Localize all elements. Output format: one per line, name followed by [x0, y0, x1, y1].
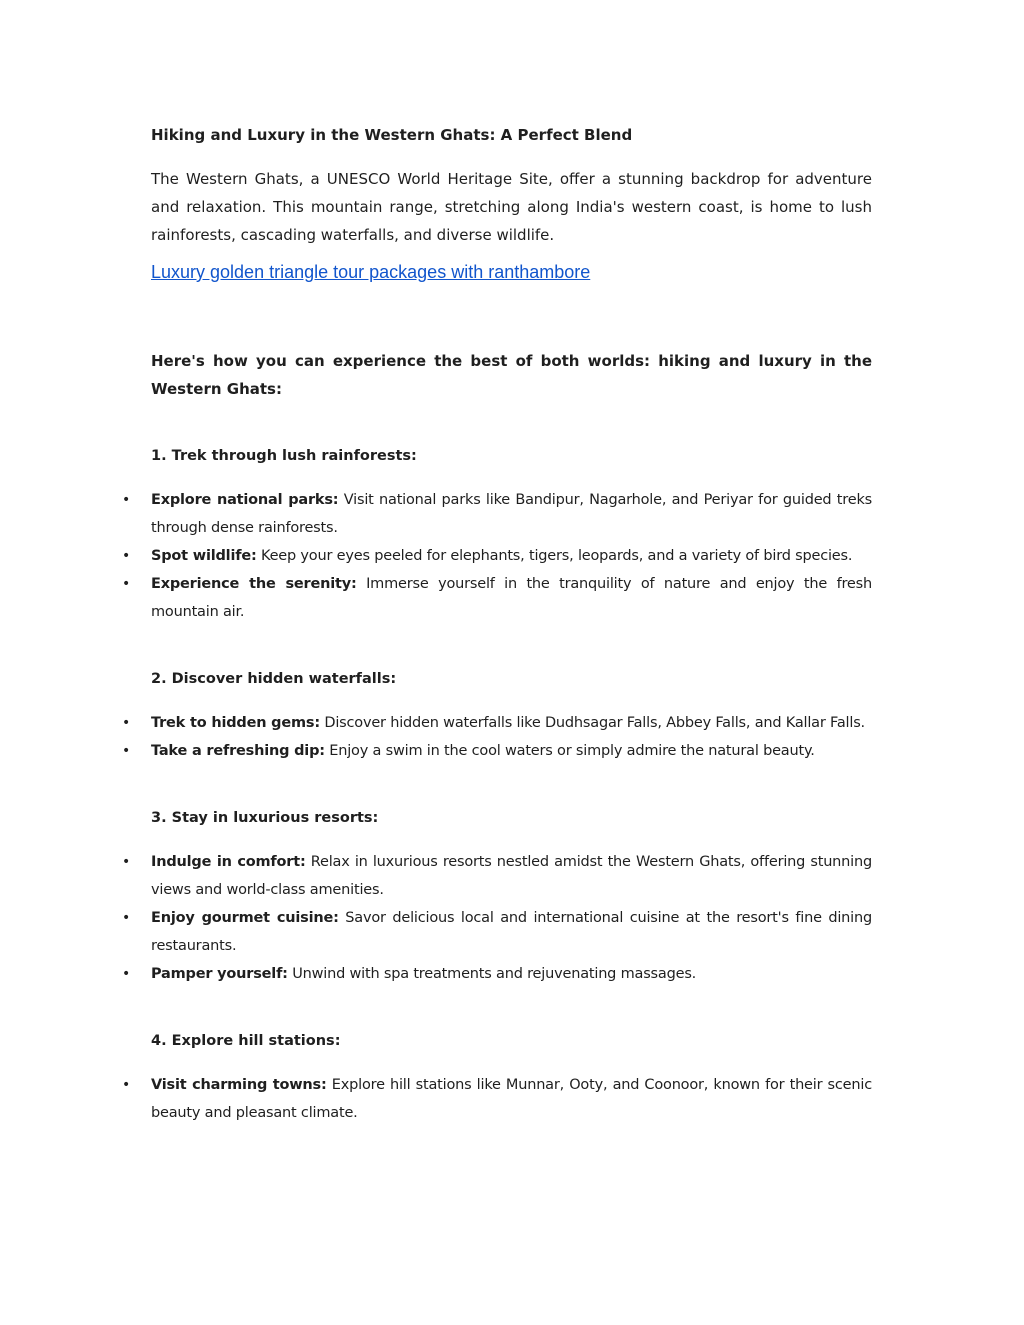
item-text: Enjoy a swim in the cool waters or simply admire the natural beauty. [329, 743, 815, 759]
tour-packages-link[interactable]: Luxury golden triangle tour packages with ranthambore [151, 262, 591, 282]
list-item [122, 960, 872, 988]
item-lead: Indulge in comfort: [151, 854, 306, 870]
section-heading-resorts: 3. Stay in luxurious resorts: [151, 810, 379, 826]
document-page [122, 121, 872, 1127]
list-item [122, 737, 872, 765]
bullet-icon: • [122, 854, 131, 870]
bullet-icon: • [122, 576, 131, 592]
item-text: Relax in luxurious resorts nestled amidst the Western Ghats, offering stunning views and world-class amenities. [151, 854, 872, 898]
intro-paragraph: The Western Ghats, a UNESCO World Heritage Site, offer a stunning backdrop for adventure and relaxation. This mountain range, stretching along India's western coast, is home to lush rainforests, cascading waterfalls, and diverse wildlife. [151, 170, 872, 244]
section-intro-heading: Here's how you can experience the best of both worlds: hiking and luxury in the Western Ghats: [151, 352, 872, 398]
item-text: Visit national parks like Bandipur, Nagarhole, and Periyar for guided treks through dense rainforests. [151, 492, 872, 536]
item-lead: Trek to hidden gems: [151, 715, 320, 731]
list-item [122, 848, 872, 904]
resorts-list [122, 848, 872, 988]
document-title: Hiking and Luxury in the Western Ghats: A Perfect Blend [151, 126, 633, 144]
bullet-icon: • [122, 910, 131, 926]
bullet-icon: • [122, 1077, 131, 1093]
list-item [122, 709, 872, 737]
item-lead: Spot wildlife: [151, 548, 257, 564]
item-text: Explore hill stations like Munnar, Ooty, and Coonoor, known for their scenic beauty and pleasant climate. [151, 1077, 872, 1121]
list-item [122, 904, 872, 960]
list-item [122, 1071, 872, 1127]
item-text: Keep your eyes peeled for elephants, tigers, leopards, and a variety of bird species. [260, 548, 853, 564]
bullet-icon: • [122, 492, 131, 508]
bullet-icon: • [122, 743, 131, 759]
item-lead: Visit charming towns: [151, 1077, 327, 1093]
bullet-icon: • [122, 966, 131, 982]
item-lead: Enjoy gourmet cuisine: [151, 910, 339, 926]
item-text: Unwind with spa treatments and rejuvenating massages. [292, 966, 697, 982]
section-heading-hill-stations: 4. Explore hill stations: [151, 1033, 341, 1049]
item-lead: Pamper yourself: [151, 966, 288, 982]
list-item [122, 542, 872, 570]
item-lead: Experience the serenity: [151, 576, 357, 592]
item-text: Savor delicious local and international cuisine at the resort's fine dining restaurants. [151, 910, 872, 954]
waterfalls-list [122, 709, 872, 765]
section-heading-rainforests: 1. Trek through lush rainforests: [151, 448, 417, 464]
hill-stations-list [122, 1071, 872, 1127]
item-lead: Take a refreshing dip: [151, 743, 325, 759]
item-text: Immerse yourself in the tranquility of nature and enjoy the fresh mountain air. [151, 576, 872, 620]
section-heading-waterfalls: 2. Discover hidden waterfalls: [151, 671, 397, 687]
rainforests-list [122, 486, 872, 626]
item-lead: Explore national parks: [151, 492, 339, 508]
item-text: Discover hidden waterfalls like Dudhsagar Falls, Abbey Falls, and Kallar Falls. [324, 715, 865, 731]
list-item [122, 570, 872, 626]
bullet-icon: • [122, 548, 131, 564]
bullet-icon: • [122, 715, 131, 731]
list-item [122, 486, 872, 542]
